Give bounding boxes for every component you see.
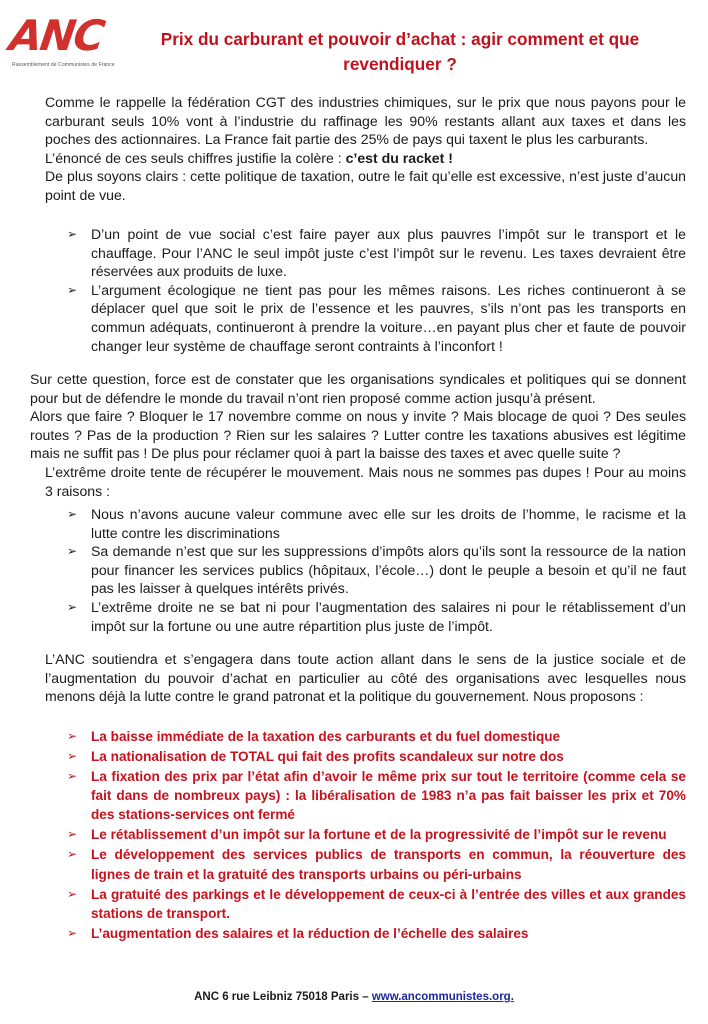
logo-mark: ANC <box>6 11 106 60</box>
proposals-list <box>67 727 686 944</box>
arrow-bullet-icon: ➢ <box>67 544 78 559</box>
arrow-bullet-icon: ➢ <box>67 827 78 842</box>
arrow-bullet-icon: ➢ <box>67 507 78 521</box>
commitment-paragraph: L’ANC soutiendra et s’engagera dans toute action allant dans le sens de la justice sociale et de l’augmentation du pouvoir d’achat en particulier au côté des organisations avec lesquelles nous menons déjà la lutte contre le grand patronat et la politique du gouvernement. Nous proposons : <box>45 651 686 705</box>
proposal-text: Le développement des services publics de transports en commun, la réouverture des lignes de train et la gratuité des transports urbains ou péri-urbains <box>91 847 686 882</box>
proposal-item <box>67 747 686 766</box>
arrow-bullet-icon: ➢ <box>67 599 78 614</box>
arrow-bullet-icon: ➢ <box>67 769 78 783</box>
arrow-bullet-icon: ➢ <box>67 925 78 940</box>
arrow-bullet-icon: ➢ <box>67 886 78 901</box>
proposal-text: La gratuité des parkings et le développement de ceux-ci à l’entrée des villes et aux grandes stations de transport. <box>91 886 686 921</box>
racket-emphasis: c’est du racket ! <box>345 149 453 166</box>
list-item <box>67 505 686 542</box>
proposal-item <box>67 924 686 943</box>
proposal-text: La fixation des prix par l’état afin d’avoir le même prix sur tout le territoire (comme cela se fait dans de nombreux pays) : la libéralisation de 1983 n’a pas fait baisser les prix et 70% des stations-services ont fermé <box>91 769 686 823</box>
arrow-bullet-icon: ➢ <box>67 282 78 297</box>
list-item-text: L’argument écologique ne tient pas pour les mêmes raisons. Les riches continueront à se déplacer quel que soit le prix de l’essence et les pauvres, s’ils n’ont pas les transports en commun adéquats, continueront à prendre la voiture…en payant plus cher et faute de pouvoir changer leur système de chauffage seront contraints à l’inconfort ! <box>91 281 686 354</box>
list-item-text: Sa demande n’est que sur les suppressions d’impôts alors qu’ils sont la ressource de la nation pour financer les services publics (hôpitaux, l’école…) dont le peuple a besoin et qu’il ne faut pas les laisser à quelques intérêts privés. <box>91 543 686 597</box>
list-item <box>67 542 686 598</box>
list-item <box>67 281 686 355</box>
proposal-item <box>67 767 686 825</box>
question-text-1: Sur cette question, force est de constater que les organisations syndicales et politiques qui se donnent pour but de défendre le monde du travail n’ont rien proposé comme action jusqu’à présent. <box>30 371 686 406</box>
arrow-bullet-icon: ➢ <box>67 227 78 241</box>
intro-text-2-plain: L’énoncé de ces seuls chiffres justifie la colère : <box>45 149 346 166</box>
list-item <box>67 225 686 281</box>
website-link[interactable]: www.ancommunistes.org. <box>371 991 514 1003</box>
proposal-text: La baisse immédiate de la taxation des carburants et du fuel domestique <box>91 729 561 744</box>
anc-logo <box>6 11 123 74</box>
list-item-text: L’extrême droite ne se bat ni pour l’augmentation des salaires ni pour le rétablissement d’un impôt sur la fortune ou une autre répartition plus juste de l’impôt. <box>91 598 686 634</box>
intro-text-1: Comme le rappelle la fédération CGT des industries chimiques, sur le prix que nous payons pour le carburant seuls 10% vont à l’industrie du raffinage les 90% restants allant aux taxes et dans les poches des actionnaires. La France fait partie des 25% de pays qui taxent le plus les carburants. <box>45 94 686 148</box>
page-title: Prix du carburant et pouvoir d’achat : agir comment et que revendiquer ? <box>160 29 640 74</box>
footer <box>0 991 708 1003</box>
far-right-intro: L’extrême droite tente de récupérer le mouvement. Mais nous ne sommes pas dupes ! Pour au moins 3 raisons : <box>45 464 686 499</box>
list-item-text: D’un point de vue social c’est faire payer aux plus pauvres l’impôt sur le transport et le chauffage. Pour l’ANC le seul impôt juste c’est l’impôt sur le revenu. Les taxes devraient être réservées aux produits de luxe. <box>91 226 686 280</box>
proposal-text: L’augmentation des salaires et la réduction de l’échelle des salaires <box>91 925 529 941</box>
proposal-text: La nationalisation de TOTAL qui fait des profits scandaleux sur notre dos <box>91 749 564 764</box>
intro-text-2 <box>45 149 686 168</box>
proposal-item <box>67 885 686 923</box>
arrow-bullet-icon: ➢ <box>67 749 78 763</box>
proposal-item <box>67 825 686 844</box>
arrow-bullet-icon: ➢ <box>67 847 78 862</box>
question-paragraph <box>30 370 686 463</box>
far-right-reasons-list <box>67 505 686 635</box>
proposal-item <box>67 845 686 883</box>
logo-subtitle: Rassemblement de Communistes de France <box>12 62 115 68</box>
list-item-text: Nous n’avons aucune valeur commune avec elle sur les droits de l’homme, le racisme et la lutte contre les discriminations <box>91 506 686 541</box>
footer-address: ANC 6 rue Leibniz 75018 Paris – <box>194 991 372 1003</box>
question-text-2: Alors que faire ? Bloquer le 17 novembre comme on nous y invite ? Mais blocage de quoi ? Des seules routes ? Pas de la production ? Rien sur les salaires ? Lutter contre les taxations abusives est légitime mais ne suffit pas ! De plus pour réclamer quoi à part la baisse des taxes et avec quelle suite ? <box>30 408 686 462</box>
list-item <box>67 598 686 635</box>
arguments-list <box>67 225 686 355</box>
intro-paragraph <box>45 93 686 205</box>
proposal-item <box>67 727 686 746</box>
intro-text-3: De plus soyons clairs : cette politique de taxation, outre le fait qu’elle est excessive, n’est juste d’aucun point de vue. <box>45 168 686 203</box>
arrow-bullet-icon: ➢ <box>67 729 78 743</box>
proposal-text: Le rétablissement d’un impôt sur la fortune et de la progressivité de l’impôt sur le revenu <box>91 827 667 843</box>
